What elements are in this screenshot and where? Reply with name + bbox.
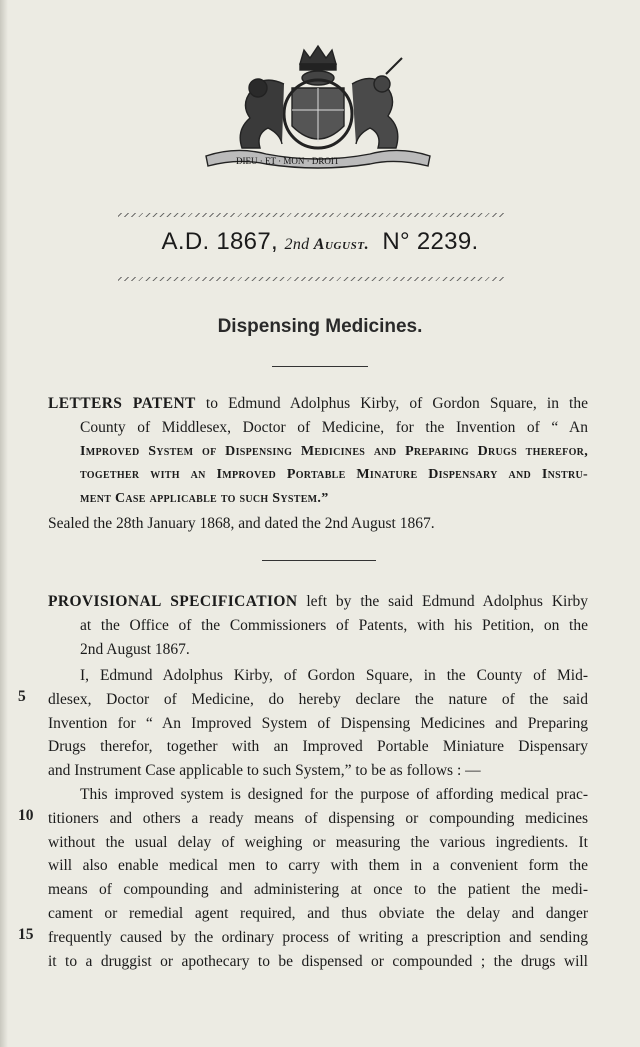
patent-number: N° 2239. [382,228,479,255]
text-line: ment Case applicable to such System.” [80,491,329,507]
text-line: County of Middlesex, Doctor of Medicine, for the Invention of “ An [80,418,588,436]
letters-patent-paragraph [48,392,588,511]
year-label: A.D. 1867, [161,228,278,255]
patent-heading [0,228,640,256]
text-line: Sealed the 28th January 1868, and dated the 2nd August 1867. [48,515,435,532]
text-line: together with an Improved Portable Minature Dispensary and Instru- [80,467,588,483]
provisional-specification-paragraph [48,590,588,661]
text-line: PROVISIONAL SPECIFICATION left by the said Edmund Adolphus Kirby [48,593,588,610]
text-line: at the Office of the Commissioners of Patents, with his Petition, on the [80,616,588,634]
svg-text:DIEU · ET · MON · DROIT: DIEU · ET · MON · DROIT [236,156,340,166]
text-line: This improved system is designed for the purpose of affording medical prac- [80,785,588,803]
top-decorative-rule [118,213,506,217]
text-line: without the usual delay of weighing or measuring the various ingredients. It [48,833,588,851]
section-divider [262,560,376,561]
text-line: Invention for “ An Improved System of Dispensing Medicines and Preparing [48,714,588,732]
line-number: 10 [18,807,34,824]
royal-coat-of-arms-icon [196,44,440,172]
text-line: will also enable medical men to carry with them in a convenient form the [48,857,588,875]
line-number: 5 [18,688,26,705]
text-line: 2nd August 1867. [80,640,190,658]
line-number: 15 [18,926,34,943]
sealed-paragraph [48,512,588,536]
text-line: frequently caused by the ordinary process of writing a prescription and sending [48,928,588,946]
text-line: cament or remedial agent required, and thus obviate the delay and danger [48,904,588,922]
page-edge [0,0,8,1047]
text-line: LETTERS PATENT to Edmund Adolphus Kirby, of Gordon Square, in the [48,395,588,412]
text-line: Improved System of Dispensing Medicines and Preparing Drugs therefor, [80,443,588,459]
title-divider [272,366,368,367]
text-line: Drugs therefor, together with an Improved Portable Miniature Dispensary [48,738,588,756]
text-line: dlesex, Doctor of Medicine, do hereby declare the nature of the said [48,690,588,708]
specification-body [48,664,588,973]
subject-title: Dispensing Medicines. [217,316,423,337]
text-line: means of compounding and administering at once to the patient the medi- [48,881,588,899]
text-line: titioners and others a ready means of dispensing or compounding medicines [48,809,588,827]
text-line: and Instrument Case applicable to such System,” to be as follows : — [48,762,481,780]
text-line: it to a druggist or apothecary to be dispensed or compounded ; the drugs will [48,952,588,970]
under-heading-rule [118,277,506,281]
date-label: 2nd August. [284,236,370,253]
text-line: I, Edmund Adolphus Kirby, of Gordon Square, in the County of Mid- [80,667,588,684]
